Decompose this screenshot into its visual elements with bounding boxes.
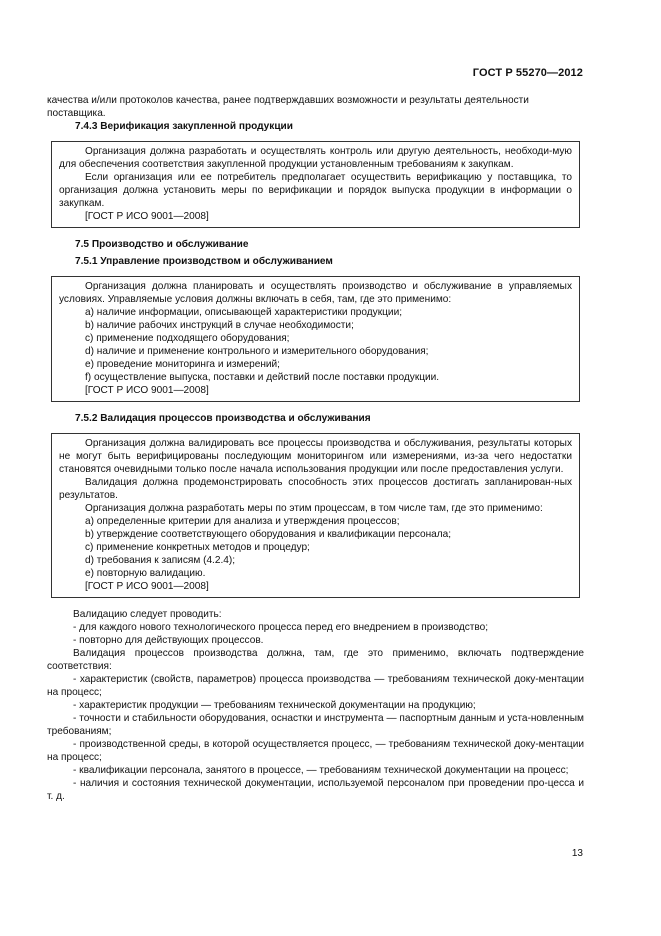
body-paragraph: Валидация процессов производства должна, там, где это применимо, включать подтверждение соответствия:: [47, 648, 584, 672]
quote-paragraph: Организация должна планировать и осуществлять производство и обслуживание в управляемых условиях. Управляемые условия должны включать в себя, там, где это применимо:: [59, 281, 572, 305]
list-item: c) применение подходящего оборудования;: [85, 333, 290, 344]
list-item: d) наличие и применение контрольного и измерительного оборудования;: [85, 346, 429, 357]
standard-reference: [ГОСТ Р ИСО 9001—2008]: [85, 211, 209, 222]
list-item: b) наличие рабочих инструкций в случае необходимости;: [85, 320, 354, 331]
list-item: e) проведение мониторинга и измерений;: [85, 359, 280, 370]
list-item: f) осуществление выпуска, поставки и действий после поставки продукции.: [85, 372, 440, 383]
list-item: c) применение конкретных методов и процедур;: [85, 542, 310, 553]
quote-paragraph: Валидация должна продемонстрировать способность этих процессов достигать запланирован-ных результатов.: [59, 477, 572, 501]
standard-reference: [ГОСТ Р ИСО 9001—2008]: [85, 385, 209, 396]
quote-box-7-5-1: [51, 276, 580, 402]
list-item: d) требования к записям (4.2.4);: [85, 555, 236, 566]
quote-paragraph: Организация должна валидировать все процессы производства и обслуживания, результаты которых не могут быть верифицированы последующим мониторингом или измерениями, из-за чего недостатки становятся очевидными только после начала использования продукции или после предоставления услуги.: [59, 438, 572, 475]
dash-list-item: - точности и стабильности оборудования, оснастки и инструмента — паспортным данным и уста-новленным требованиям;: [47, 713, 584, 737]
intro-line-1: качества и/или протоколов качества, ранее подтверждавших возможности и результаты деятельности: [47, 95, 529, 106]
dash-list-item: - характеристик (свойств, параметров) процесса производства — требованиям технической доку-ментации на процесс;: [47, 674, 584, 698]
quote-paragraph: Если организация или ее потребитель предполагает осуществить верификацию у поставщика, то организация должна установить меры по верификации и порядок выпуска продукции в информации о закупкам.: [59, 172, 572, 209]
list-item: b) утверждение соответствующего оборудования и квалификации персонала;: [85, 529, 452, 540]
quote-box-7-4-3: [51, 141, 580, 228]
dash-list-item: - наличия и состояния технической документации, используемой персоналом при проведении про-цесса и т. д.: [47, 778, 584, 802]
dash-list-item: - квалификации персонала, занятого в процессе, — требованиям технической документации на процесс;: [73, 765, 569, 776]
page-number: 13: [571, 848, 583, 859]
dash-list-item: - повторно для действующих процессов.: [73, 635, 264, 646]
list-item: e) повторную валидацию.: [85, 568, 206, 579]
section-7-5-1-heading: 7.5.1 Управление производством и обслуживанием: [75, 256, 333, 267]
quote-paragraph: Организация должна разработать меры по этим процессам, в том числе там, где это применимо:: [85, 503, 543, 514]
quote-box-7-5-2: [51, 433, 580, 598]
intro-line-2: поставщика.: [47, 108, 106, 119]
section-7-4-3-heading: 7.4.3 Верификация закупленной продукции: [75, 121, 293, 132]
list-item: a) наличие информации, описывающей характеристики продукции;: [85, 307, 403, 318]
body-paragraph: Валидацию следует проводить:: [73, 609, 222, 620]
dash-list-item: - характеристик продукции — требованиям технической документации на продукцию;: [73, 700, 476, 711]
section-7-5-2-heading: 7.5.2 Валидация процессов производства и обслуживания: [75, 413, 371, 424]
dash-list-item: - для каждого нового технологического процесса перед его внедрением в производство;: [73, 622, 489, 633]
page-content: [47, 94, 584, 803]
standard-reference: [ГОСТ Р ИСО 9001—2008]: [85, 581, 209, 592]
list-item: a) определенные критерии для анализа и утверждения процессов;: [85, 516, 400, 527]
standard-header: ГОСТ Р 55270—2012: [472, 67, 583, 79]
section-7-5-heading: 7.5 Производство и обслуживание: [75, 239, 249, 250]
quote-paragraph: Организация должна разработать и осуществлять контроль или другую деятельность, необходи-мую для обеспечения соответствия закупленной продукции установленным требованиям к закупкам.: [59, 146, 572, 170]
dash-list-item: - производственной среды, в которой осуществляется процесс, — требованиям технической доку-ментации на процесс;: [47, 739, 584, 763]
